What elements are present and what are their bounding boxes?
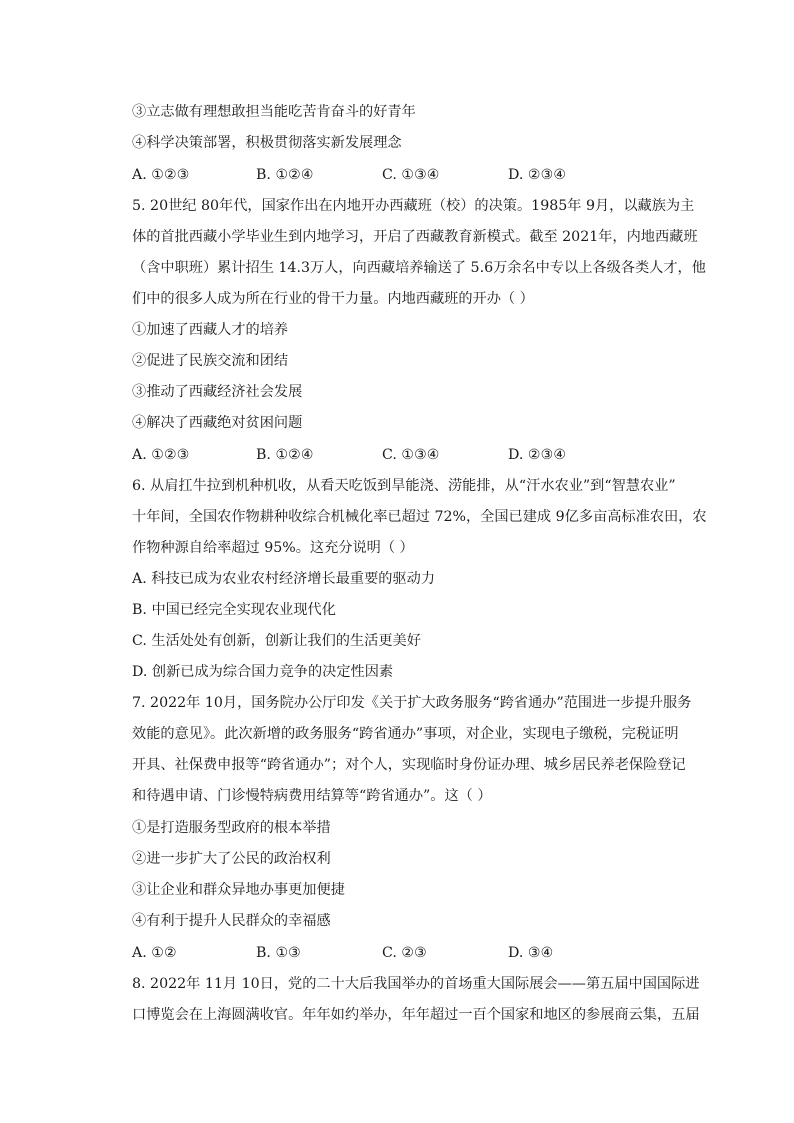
q5-option-a[interactable]: A. ①②③	[132, 447, 190, 463]
q4-option-d[interactable]: D. ②③④	[508, 167, 567, 183]
q6-choice-d[interactable]: D. 创新已成为综合国力竞争的决定性因素	[132, 664, 394, 680]
q5-stem-line-4: 们中的很多人成为所在行业的骨干力量。内地西藏班的开办（ ）	[132, 291, 534, 307]
q4-option-b[interactable]: B. ①②④	[256, 167, 314, 183]
q6-choice-a[interactable]: A. 科技已成为农业农村经济增长最重要的驱动力	[132, 571, 436, 587]
q7-stem-line-3: 开具、社保费申报等“跨省通办”；对个人，实现临时身份证办理、城乡居民养老保险登记	[132, 757, 686, 773]
q5-options	[132, 444, 702, 466]
q7-stem-line-4: 和待遇申请、门诊慢特病费用结算等“跨省通办”。这（ ）	[132, 788, 492, 804]
q6-choice-c[interactable]: C. 生活处处有创新，创新让我们的生活更美好	[132, 633, 421, 649]
q7-options	[132, 942, 702, 964]
q6-stem-line-3: 作物种源自给率超过 95%。这充分说明（ ）	[132, 540, 414, 556]
q5-item-3: ③推动了西藏经济社会发展	[132, 384, 303, 400]
q4-item-4: ④科学决策部署，积极贯彻落实新发展理念	[132, 135, 402, 151]
q8-stem-line-1: 8. 2022年 11月 10日，党的二十大后我国举办的首场重大国际展会——第五届中国国际进	[132, 976, 700, 992]
q5-stem-line-1: 5. 20世纪 80年代，国家作出在内地开办西藏班（校）的决策。1985年 9月，以藏族为主	[132, 198, 695, 214]
q7-option-b[interactable]: B. ①③	[256, 945, 301, 961]
q5-option-d[interactable]: D. ②③④	[508, 447, 567, 463]
q7-option-d[interactable]: D. ③④	[508, 945, 554, 961]
q6-stem-line-2: 十年间，全国农作物耕种收综合机械化率已超过 72%，全国已建成 9亿多亩高标准农田，农	[132, 509, 707, 525]
q4-option-c[interactable]: C. ①③④	[382, 167, 440, 183]
q5-stem-line-2: 体的首批西藏小学毕业生到内地学习，开启了西藏教育新模式。截至 2021年，内地西藏班	[132, 229, 698, 245]
q7-stem-line-1: 7. 2022年 10月，国务院办公厅印发《关于扩大政务服务“跨省通办”范围进一步提升服务	[132, 695, 692, 711]
q4-option-a[interactable]: A. ①②③	[132, 167, 190, 183]
q7-option-a[interactable]: A. ①②	[132, 945, 177, 961]
q7-item-1: ①是打造服务型政府的根本举措	[132, 820, 331, 836]
q5-item-2: ②促进了民族交流和团结	[132, 353, 289, 369]
q5-item-4: ④解决了西藏绝对贫困问题	[132, 415, 303, 431]
q5-item-1: ①加速了西藏人才的培养	[132, 322, 289, 338]
q7-item-2: ②进一步扩大了公民的政治权利	[132, 851, 331, 867]
q7-option-c[interactable]: C. ②③	[382, 945, 427, 961]
q7-item-4: ④有利于提升人民群众的幸福感	[132, 913, 331, 929]
q8-stem-line-2: 口博览会在上海圆满收官。年年如约举办，年年超过一百个国家和地区的参展商云集，五届	[132, 1007, 700, 1023]
q7-stem-line-2: 效能的意见》。此次新增的政务服务“跨省通办”事项，对企业，实现电子缴税，完税证明	[132, 726, 679, 742]
q5-stem-line-3: （含中职班）累计招生 14.3万人，向西藏培养输送了 5.6万余名中专以上各级各类人才，他	[132, 260, 706, 276]
q6-stem-line-1: 6. 从肩扛牛拉到机种机收，从看天吃饭到旱能浇、涝能排，从“汗水农业”到“智慧农业”	[132, 478, 676, 494]
q7-item-3: ③让企业和群众异地办事更加便捷	[132, 882, 345, 898]
q4-item-3: ③立志做有理想敢担当能吃苦肯奋斗的好青年	[132, 104, 416, 120]
q4-options	[132, 164, 702, 186]
q5-option-c[interactable]: C. ①③④	[382, 447, 440, 463]
q6-choice-b[interactable]: B. 中国已经完全实现农业现代化	[132, 602, 336, 618]
q5-option-b[interactable]: B. ①②④	[256, 447, 314, 463]
